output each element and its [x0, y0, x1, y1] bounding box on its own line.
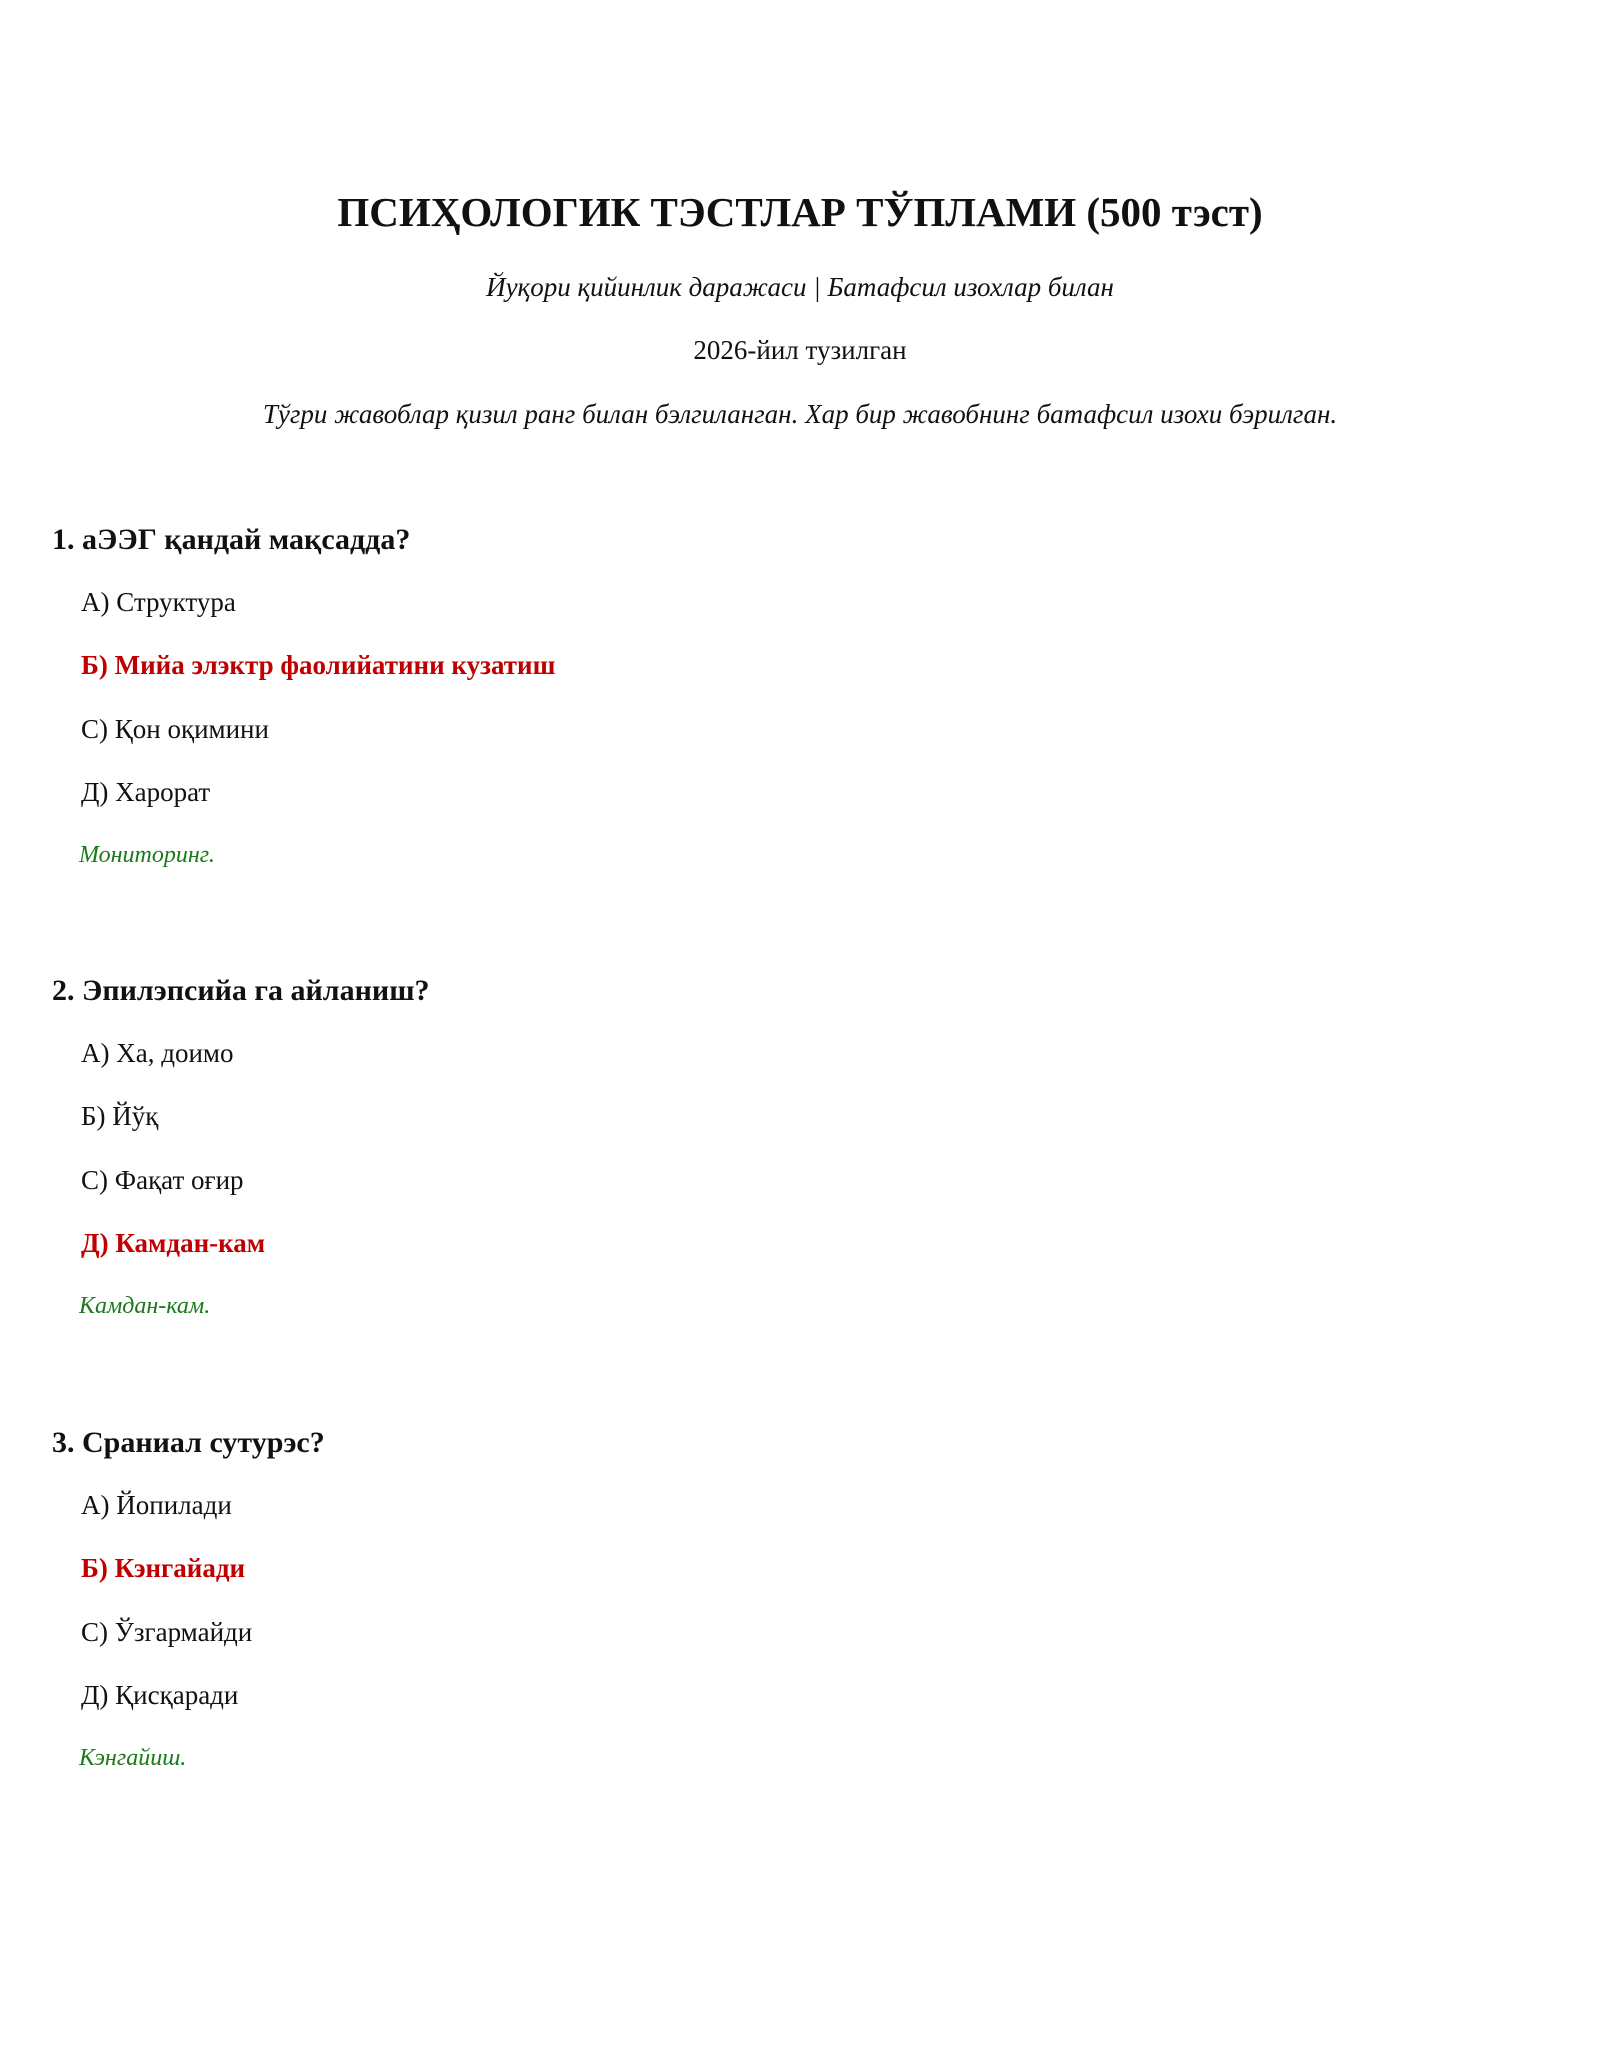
document-title: ПСИҲОЛОГИК ТЭСТЛАР ТЎПЛАМИ (500 тэст)	[337, 189, 1263, 235]
option-c: С) Фақат оғир	[81, 1165, 244, 1195]
option-b-correct: Б) Кэнгайади	[81, 1553, 246, 1583]
question-3	[52, 1425, 1552, 1771]
document-note: Тўгри жавоблар қизил ранг билан бэлгиланган. Хар бир жавобнинг батафсил изохи бэрилган.	[262, 399, 1338, 429]
question-2	[52, 973, 1552, 1319]
question-title: 3. Сраниал сутурэс?	[52, 1426, 325, 1459]
option-d: Д) Қисқаради	[81, 1680, 239, 1710]
document-subtitle: Йуқори қийинлик даражаси | Батафсил изохлар билан	[486, 272, 1114, 302]
option-a: А) Ха, доимо	[81, 1038, 234, 1068]
option-d: Д) Харорат	[81, 777, 211, 807]
question-title: 1. аЭЭГ қандай мақсадда?	[52, 523, 411, 556]
option-d-correct: Д) Камдан-кам	[81, 1228, 266, 1258]
question-title: 2. Эпилэпсийа га айланиш?	[52, 974, 430, 1007]
option-c: С) Қон оқимини	[81, 714, 269, 744]
option-c: С) Ўзгармайди	[81, 1617, 253, 1647]
explanation: Кэнгайиш.	[79, 1745, 187, 1771]
document-year: 2026-йил тузилган	[693, 335, 907, 365]
option-a: А) Структура	[81, 587, 236, 617]
question-1	[52, 522, 1552, 868]
option-b-correct: Б) Мийа элэктр фаолийатини кузатиш	[81, 650, 556, 680]
option-a: А) Йопилади	[81, 1490, 232, 1520]
explanation: Мониторинг.	[79, 842, 215, 868]
explanation: Камдан-кам.	[79, 1293, 211, 1319]
option-b: Б) Йўқ	[81, 1101, 159, 1131]
